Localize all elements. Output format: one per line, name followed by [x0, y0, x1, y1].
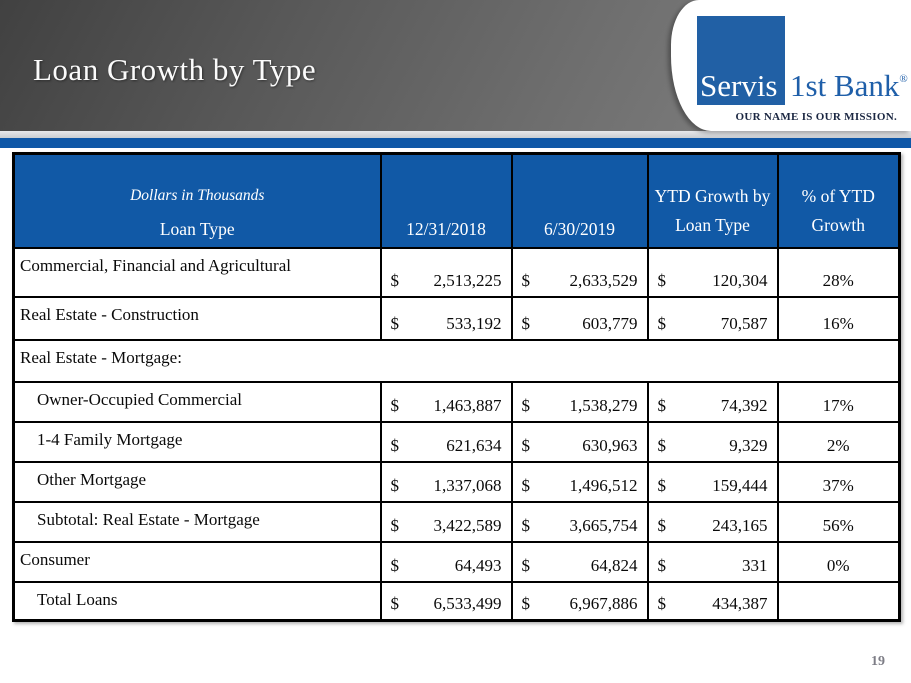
row-label: Owner-Occupied Commercial — [14, 382, 381, 422]
header-pct-ytd-line2: Growth — [811, 214, 865, 235]
dollar-sign: $ — [390, 313, 399, 333]
dollar-sign: $ — [390, 270, 399, 290]
value-2018 — [381, 297, 512, 340]
row-label: Real Estate - Construction — [14, 297, 381, 340]
dollar-sign: $ — [657, 270, 666, 290]
amount: 243,165 — [712, 515, 768, 535]
value-2019 — [512, 382, 648, 422]
header-date-2019 — [512, 154, 648, 248]
amount: 64,493 — [454, 555, 502, 575]
value-pct: 16% — [778, 297, 900, 340]
header-loan-type — [14, 154, 381, 248]
header-date-2019-label: 6/30/2019 — [544, 218, 615, 239]
value-2018 — [381, 502, 512, 542]
value-pct: 17% — [778, 382, 900, 422]
value-2018 — [381, 582, 512, 621]
header-loan-type-label: Loan Type — [159, 218, 235, 239]
header-ytd-growth-line2: Loan Type — [675, 214, 750, 235]
amount: 6,967,886 — [569, 594, 638, 613]
loan-growth-table — [12, 152, 901, 622]
value-2019 — [512, 502, 648, 542]
value-growth — [648, 297, 778, 340]
value-2018 — [381, 462, 512, 502]
amount: 621,634 — [446, 435, 502, 455]
dollar-sign: $ — [657, 555, 666, 575]
loan-growth-table-wrap — [12, 152, 901, 622]
row-label: Total Loans — [14, 582, 381, 621]
value-growth — [648, 248, 778, 297]
table-row-total-loans — [14, 582, 900, 621]
value-growth — [648, 382, 778, 422]
table-row-re-mortgage-group — [14, 340, 900, 382]
value-2018 — [381, 542, 512, 582]
value-2019 — [512, 422, 648, 462]
amount: 159,444 — [712, 475, 768, 495]
value-2018 — [381, 422, 512, 462]
value-growth — [648, 462, 778, 502]
row-label: Commercial, Financial and Agricultural — [14, 248, 381, 297]
amount: 1,496,512 — [569, 475, 638, 495]
value-pct — [778, 582, 900, 621]
amount: 1,337,068 — [433, 475, 502, 495]
logo-brand-servis: Servis — [700, 68, 778, 103]
amount: 70,587 — [720, 313, 768, 333]
dollar-sign: $ — [521, 594, 530, 613]
header-ytd-growth-line1: YTD Growth by — [654, 185, 771, 206]
amount: 603,779 — [582, 313, 638, 333]
value-2019 — [512, 297, 648, 340]
amount: 9,329 — [729, 435, 768, 455]
registered-trademark-icon: ® — [899, 73, 908, 85]
value-growth — [648, 422, 778, 462]
page-number: 19 — [871, 654, 885, 669]
amount: 120,304 — [712, 270, 768, 290]
header-pct-ytd — [778, 154, 900, 248]
table-row-subtotal-mortgage — [14, 502, 900, 542]
value-pct: 56% — [778, 502, 900, 542]
dollar-sign: $ — [390, 475, 399, 495]
logo-brand-1stbank — [790, 68, 908, 104]
dollar-sign: $ — [521, 313, 530, 333]
dollar-sign: $ — [657, 475, 666, 495]
amount: 630,963 — [582, 435, 638, 455]
row-label: Real Estate - Mortgage: — [14, 340, 900, 382]
table-row-other-mortgage — [14, 462, 900, 502]
blue-divider-band — [0, 138, 911, 148]
value-pct: 2% — [778, 422, 900, 462]
row-label: Consumer — [14, 542, 381, 582]
dollar-sign: $ — [657, 515, 666, 535]
value-2019 — [512, 582, 648, 621]
amount: 1,463,887 — [433, 395, 502, 415]
table-row-consumer — [14, 542, 900, 582]
amount: 3,665,754 — [569, 515, 638, 535]
row-label: 1-4 Family Mortgage — [14, 422, 381, 462]
value-growth — [648, 502, 778, 542]
header-subtitle: Dollars in Thousands — [130, 186, 265, 204]
dollar-sign: $ — [521, 395, 530, 415]
header-date-2018-label: 12/31/2018 — [406, 218, 486, 239]
amount: 434,387 — [712, 594, 768, 613]
dollar-sign: $ — [390, 395, 399, 415]
dollar-sign: $ — [521, 475, 530, 495]
dollar-sign: $ — [521, 270, 530, 290]
value-pct: 28% — [778, 248, 900, 297]
header-date-2018 — [381, 154, 512, 248]
amount: 533,192 — [446, 313, 502, 333]
value-pct: 0% — [778, 542, 900, 582]
bank-logo — [671, 0, 911, 131]
dollar-sign: $ — [521, 435, 530, 455]
silver-divider-band — [0, 131, 911, 138]
value-2019 — [512, 248, 648, 297]
amount: 331 — [742, 555, 768, 575]
value-2019 — [512, 462, 648, 502]
logo-tagline: OUR NAME IS OUR MISSION. — [735, 111, 897, 123]
header-ytd-growth — [648, 154, 778, 248]
dollar-sign: $ — [521, 555, 530, 575]
table-row-commercial — [14, 248, 900, 297]
amount: 6,533,499 — [433, 594, 502, 613]
amount: 2,633,529 — [569, 270, 638, 290]
header-pct-ytd-line1: % of YTD — [801, 185, 875, 206]
dollar-sign: $ — [390, 515, 399, 535]
page-title: Loan Growth by Type — [33, 52, 317, 87]
dollar-sign: $ — [390, 435, 399, 455]
dollar-sign: $ — [657, 435, 666, 455]
table-row-re-construction — [14, 297, 900, 340]
amount: 64,824 — [590, 555, 638, 575]
value-2019 — [512, 542, 648, 582]
row-label: Subtotal: Real Estate - Mortgage — [14, 502, 381, 542]
table-header-row — [14, 154, 900, 248]
dollar-sign: $ — [390, 555, 399, 575]
value-pct: 37% — [778, 462, 900, 502]
value-2018 — [381, 382, 512, 422]
amount: 2,513,225 — [433, 270, 502, 290]
amount: 3,422,589 — [433, 515, 502, 535]
amount: 74,392 — [720, 395, 768, 415]
amount: 1,538,279 — [569, 395, 638, 415]
value-growth — [648, 582, 778, 621]
dollar-sign: $ — [657, 313, 666, 333]
dollar-sign: $ — [657, 395, 666, 415]
dollar-sign: $ — [657, 594, 666, 613]
dollar-sign: $ — [390, 594, 399, 613]
table-row-14-family — [14, 422, 900, 462]
value-growth — [648, 542, 778, 582]
dollar-sign: $ — [521, 515, 530, 535]
logo-brand-1stbank-text: 1st Bank — [790, 68, 900, 103]
row-label: Other Mortgage — [14, 462, 381, 502]
value-2018 — [381, 248, 512, 297]
table-row-owner-occupied — [14, 382, 900, 422]
